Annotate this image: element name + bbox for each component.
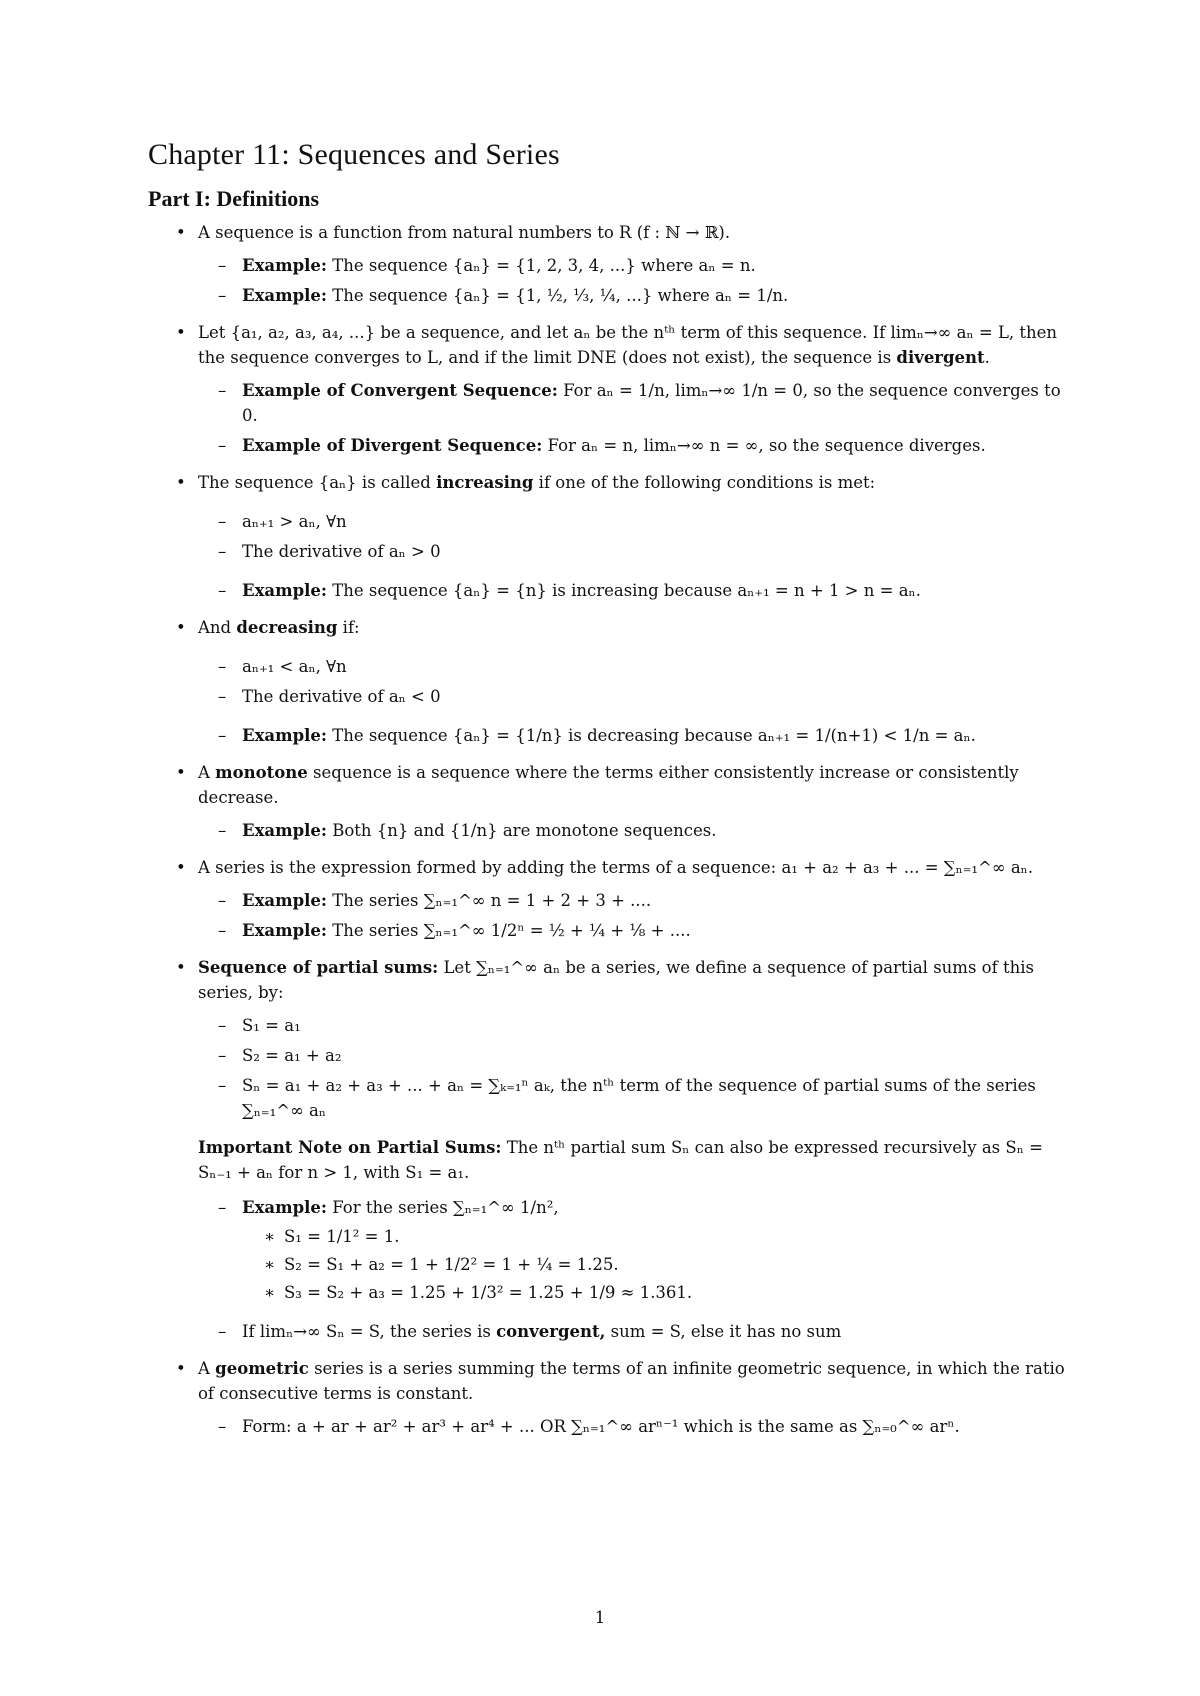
list-item: – Example of Convergent Sequence: For aₙ = 1/n, limₙ→∞ 1/n = 0, so the sequence converges to 0. xyxy=(198,378,1068,428)
list-item: – Example: For the series ∑ₙ₌₁^∞ 1/n², ∗ S₁ = 1/1² = 1. ∗ S₂ = S₁ + a₂ = 1 + 1/2² = 1 + ¼ = 1.25. ∗ S₃ = S₂ + a₃ = 1.25 + 1/3² = 1.25 + 1/9 ≈ 1.361. xyxy=(198,1195,1068,1305)
chapter-title: Chapter 11: Sequences and Series xyxy=(148,138,560,171)
list-item: – Example: The series ∑ₙ₌₁^∞ 1/2ⁿ = ½ + ¼ + ⅛ + .... xyxy=(198,918,1068,943)
list-item: – Sₙ = a₁ + a₂ + a₃ + ... + aₙ = ∑ₖ₌₁ⁿ aₖ, the nᵗʰ term of the sequence of partial sums of the series ∑ₙ₌₁^∞ aₙ xyxy=(198,1073,1068,1123)
list-item: – The derivative of aₙ > 0 xyxy=(198,539,1068,564)
list-item: – The derivative of aₙ < 0 xyxy=(198,684,1068,709)
document-page xyxy=(148,138,1068,1451)
list-item: – Example of Divergent Sequence: For aₙ = n, limₙ→∞ n = ∞, so the sequence diverges. xyxy=(198,433,1068,458)
list-item: – If limₙ→∞ Sₙ = S, the series is convergent, sum = S, else it has no sum xyxy=(198,1319,1068,1344)
list-item: ∗ S₁ = 1/1² = 1. xyxy=(242,1224,1068,1249)
list-item: • A series is the expression formed by adding the terms of a sequence: a₁ + a₂ + a₃ + ... = ∑ₙ₌₁^∞ aₙ. – Example: The series ∑ₙ₌₁^∞ n = 1 + 2 + 3 + .... – Example: The series ∑ₙ₌₁^∞ 1/2ⁿ = ½ + ¼ + ⅛ + .... xyxy=(148,855,1068,943)
list-item: • The sequence {aₙ} is called increasing if one of the following conditions is met: – aₙ₊₁ > aₙ, ∀n – The derivative of aₙ > 0 – Example: The sequence {aₙ} = {n} is increasing because aₙ₊₁ = n + 1 > n = aₙ. xyxy=(148,470,1068,603)
list-item: – Example: The sequence {aₙ} = {1, 2, 3, 4, ...} where aₙ = n. xyxy=(198,253,1068,278)
partial-sums-note: Important Note on Partial Sums: The nᵗʰ partial sum Sₙ can also be expressed recursively as Sₙ = Sₙ₋₁ + aₙ for n > 1, with S₁ = a₁. xyxy=(198,1138,1043,1182)
list-item: – aₙ₊₁ > aₙ, ∀n xyxy=(198,509,1068,534)
list-item: – Form: a + ar + ar² + ar³ + ar⁴ + ... OR ∑ₙ₌₁^∞ arⁿ⁻¹ which is the same as ∑ₙ₌₀^∞ arⁿ. xyxy=(198,1414,1068,1439)
list-item: – Example: The sequence {aₙ} = {1, ½, ⅓, ¼, ...} where aₙ = 1/n. xyxy=(198,283,1068,308)
list-item: – Example: The sequence {aₙ} = {1/n} is decreasing because aₙ₊₁ = 1/(n+1) < 1/n = aₙ. xyxy=(198,723,1068,748)
list-item: – Example: Both {n} and {1/n} are monotone sequences. xyxy=(198,818,1068,843)
page-number: 1 xyxy=(594,1608,606,1627)
list-item: • A sequence is a function from natural numbers to R (f : ℕ → ℝ). – Example: The sequence {aₙ} = {1, 2, 3, 4, ...} where aₙ = n. – Example: The sequence {aₙ} = {1, ½, ⅓, ¼, ...} where aₙ = 1/n. xyxy=(148,220,1068,308)
list-item: • Let {a₁, a₂, a₃, a₄, ...} be a sequence, and let aₙ be the nᵗʰ term of this sequence. If limₙ→∞ aₙ = L, then the sequence converges to L, and if the limit DNE (does not exist), the sequence is divergent. – Example of Convergent Sequence: For aₙ = 1/n, limₙ→∞ 1/n = 0, so the sequence converges to 0. – Example of Divergent Sequence: For aₙ = n, limₙ→∞ n = ∞, so the sequence diverges. xyxy=(148,320,1068,458)
list-item: • And decreasing if: – aₙ₊₁ < aₙ, ∀n – The derivative of aₙ < 0 – Example: The sequence {aₙ} = {1/n} is decreasing because aₙ₊₁ = 1/(n+1) < 1/n = aₙ. xyxy=(148,615,1068,748)
list-item: – Example: The series ∑ₙ₌₁^∞ n = 1 + 2 + 3 + .... xyxy=(198,888,1068,913)
definition-list xyxy=(148,220,1068,1439)
list-item: – S₂ = a₁ + a₂ xyxy=(198,1043,1068,1068)
section-heading: Part I: Definitions xyxy=(148,186,320,211)
list-item: – aₙ₊₁ < aₙ, ∀n xyxy=(198,654,1068,679)
list-item: – S₁ = a₁ xyxy=(198,1013,1068,1038)
list-item: • A geometric series is a series summing the terms of an infinite geometric sequence, in which the ratio of consecutive terms is constant. – Form: a + ar + ar² + ar³ + ar⁴ + ... OR ∑ₙ₌₁^∞ arⁿ⁻¹ which is the same as ∑ₙ₌₀^∞ arⁿ. xyxy=(148,1356,1068,1439)
list-item: ∗ S₃ = S₂ + a₃ = 1.25 + 1/3² = 1.25 + 1/9 ≈ 1.361. xyxy=(242,1280,1068,1305)
list-item: • Sequence of partial sums: Let ∑ₙ₌₁^∞ aₙ be a series, we define a sequence of partial sums of this series, by: – S₁ = a₁ – S₂ = a₁ + a₂ – Sₙ = a₁ + a₂ + a₃ + ... + aₙ = ∑ₖ₌₁ⁿ aₖ, the nᵗʰ term of the sequence of partial sums of the series ∑ₙ₌₁^∞ aₙ Important Note on Partial Sums: The nᵗʰ partial sum Sₙ can also be expressed recursively as Sₙ = Sₙ₋₁ + aₙ for n > 1, with S₁ = a₁. – Example: For the series ∑ₙ₌₁^∞ 1/n², ∗ S₁ = 1/1² = 1. ∗ S₂ = S₁ + a₂ = 1 + 1/2² = 1 + ¼ = 1.25. ∗ S₃ = S₂ + a₃ = 1.25 + 1/3² = 1.25 + 1/9 ≈ 1.361. – If limₙ→∞ Sₙ = S, the series is convergent, sum = S, else it has no sum xyxy=(148,955,1068,1344)
list-item: ∗ S₂ = S₁ + a₂ = 1 + 1/2² = 1 + ¼ = 1.25. xyxy=(242,1252,1068,1277)
list-item: – Example: The sequence {aₙ} = {n} is increasing because aₙ₊₁ = n + 1 > n = aₙ. xyxy=(198,578,1068,603)
list-item: • A monotone sequence is a sequence where the terms either consistently increase or consistently decrease. – Example: Both {n} and {1/n} are monotone sequences. xyxy=(148,760,1068,843)
